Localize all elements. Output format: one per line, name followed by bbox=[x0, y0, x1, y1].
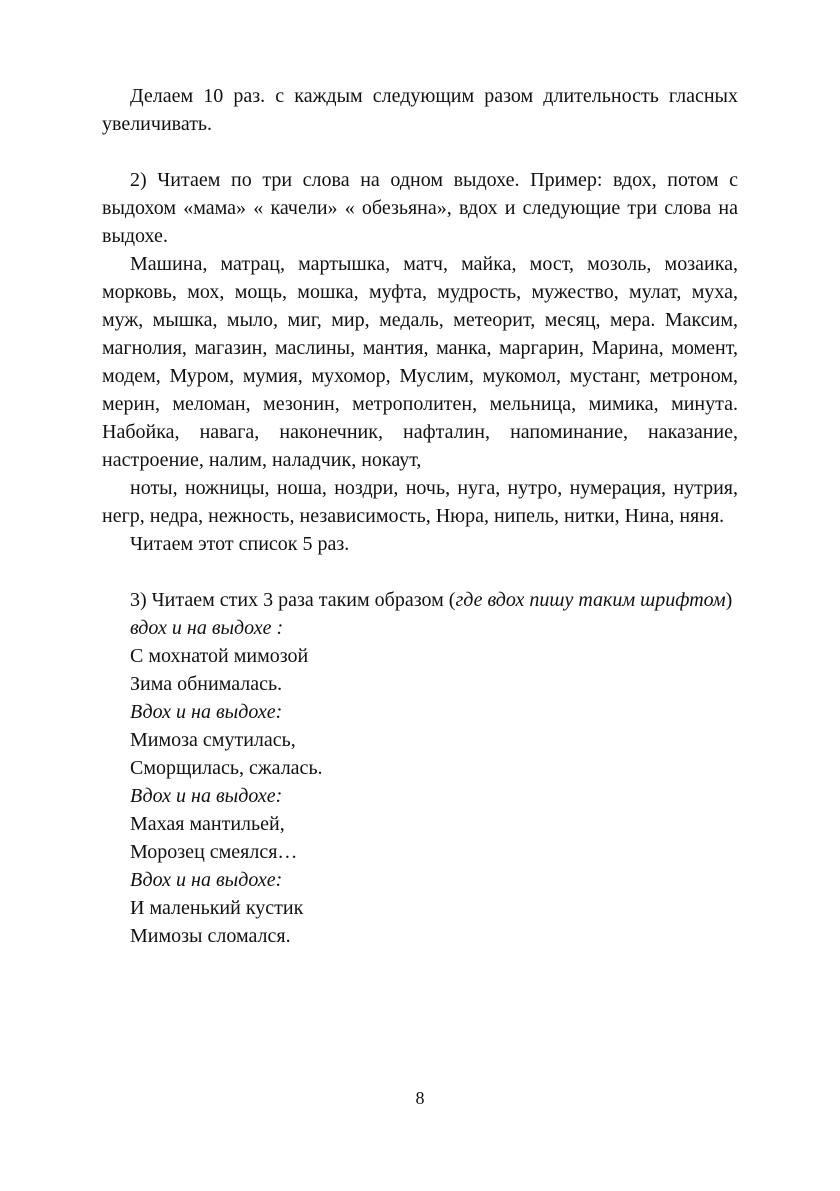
poem-line: Морозец смеялся… bbox=[130, 841, 298, 863]
paragraph-exercise-2: 2) Читаем по три слова на одном выдохе. Пример: вдох, потом с выдохом «мама» « качели» « обезьяна», вдох и следующие три слова на выдохе. bbox=[102, 169, 738, 247]
poem-line: Мимозы сломался. bbox=[130, 925, 291, 947]
poem-line: Зима обнималась. bbox=[130, 673, 283, 695]
poem-line: Мимоза смутилась, bbox=[130, 729, 296, 751]
exercise-3-text: 3) Читаем стих 3 раза таким образом ( bbox=[130, 589, 456, 611]
poem-line: Махая мантильей, bbox=[130, 813, 285, 835]
poem-line: Вдох и на выдохе: bbox=[130, 785, 283, 807]
poem-line: С мохнатой мимозой bbox=[130, 645, 309, 667]
poem-line: Вдох и на выдохе: bbox=[130, 869, 283, 891]
exercise-3-italic-note: где вдох пишу таким шрифтом bbox=[455, 589, 726, 611]
poem-line: Вдох и на выдохе: bbox=[130, 701, 283, 723]
paragraph-intro: Делаем 10 раз. с каждым следующим разом длительность гласных увеличивать. bbox=[102, 85, 738, 135]
exercise-3-closing: ) bbox=[725, 589, 733, 611]
page-body bbox=[102, 82, 738, 950]
poem-line: вдох и на выдохе : bbox=[130, 617, 284, 639]
page-number: 8 bbox=[415, 1088, 425, 1108]
paragraph-exercise-3 bbox=[102, 586, 738, 614]
paragraph-gap bbox=[102, 138, 738, 166]
paragraph-word-list-m: Машина, матрац, мартышка, матч, майка, мост, мозоль, мозаика, морковь, мох, мощь, мошка, муфта, мудрость, мужество, мулат, муха, муж, мышка, мыло, миг, мир, медаль, метеорит, месяц, мера. Максим, магнолия, магазин, маслины, мантия, манка, маргарин, Марина, момент, модем, Муром, мумия, мухомор, Муслим, мукомол, мустанг, метроном, мерин, меломан, мезонин, метрополитен, мельница, мимика, минута. Набойка, навага, наконечник, нафталин, напоминание, наказание, настроение, налим, наладчик, нокаут, bbox=[102, 253, 738, 471]
paragraph-word-list-n: ноты, ножницы, ноша, ноздри, ночь, нуга, нутро, нумерация, нутрия, негр, недра, нежность, независимость, Нюра, нипель, нитки, Нина, няня. bbox=[102, 477, 738, 527]
paragraph-repeat-note: Читаем этот список 5 раз. bbox=[130, 533, 350, 555]
paragraph-gap bbox=[102, 558, 738, 586]
poem-line: И маленький кустик bbox=[130, 897, 304, 919]
poem bbox=[102, 614, 738, 950]
poem-line: Сморщилась, сжалась. bbox=[130, 757, 323, 779]
